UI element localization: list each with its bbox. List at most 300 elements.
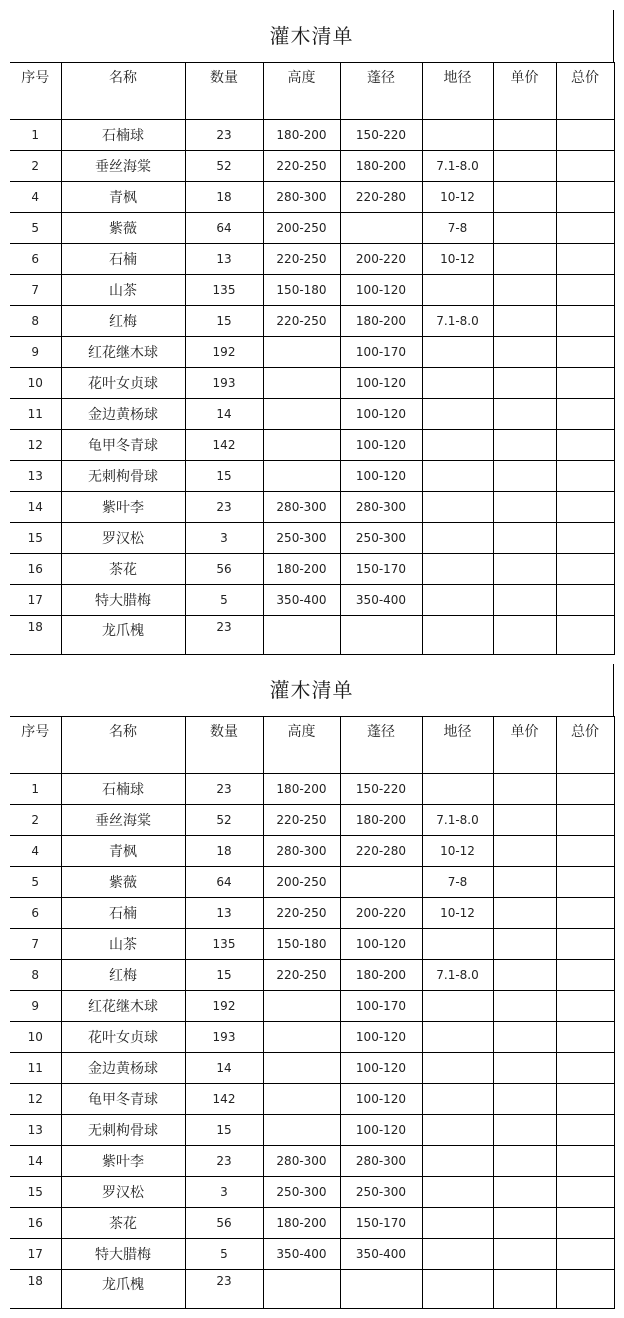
cell-height: 220-250	[263, 898, 340, 929]
cell-unit	[493, 368, 556, 399]
cell-unit	[493, 774, 556, 805]
cell-unit	[493, 836, 556, 867]
cell-name: 红花继木球	[61, 991, 185, 1022]
cell-total	[556, 991, 614, 1022]
cell-name: 石楠	[61, 898, 185, 929]
cell-seq: 1	[10, 774, 61, 805]
table-row	[10, 368, 614, 399]
table-row	[10, 1084, 614, 1115]
cell-height: 220-250	[263, 244, 340, 275]
cell-seq: 11	[10, 1053, 61, 1084]
cell-seq: 14	[10, 492, 61, 523]
cell-seq: 2	[10, 151, 61, 182]
column-header-height: 高度	[263, 717, 340, 774]
table-row	[10, 774, 614, 805]
cell-height	[263, 1053, 340, 1084]
cell-seq: 13	[10, 461, 61, 492]
cell-crown	[340, 1270, 422, 1309]
cell-dia	[422, 1022, 493, 1053]
cell-unit	[493, 1115, 556, 1146]
cell-crown: 200-220	[340, 244, 422, 275]
cell-total	[556, 554, 614, 585]
table-row	[10, 1270, 614, 1309]
cell-total	[556, 898, 614, 929]
cell-crown: 350-400	[340, 585, 422, 616]
cell-height: 200-250	[263, 213, 340, 244]
cell-unit	[493, 929, 556, 960]
shrub-table	[10, 716, 615, 1309]
cell-crown: 180-200	[340, 306, 422, 337]
cell-height	[263, 1115, 340, 1146]
cell-crown	[340, 213, 422, 244]
cell-crown: 100-120	[340, 461, 422, 492]
cell-seq: 10	[10, 368, 61, 399]
sheet-title: 灌木清单	[269, 678, 354, 702]
table-row	[10, 492, 614, 523]
column-header-name: 名称	[61, 717, 185, 774]
table-row	[10, 337, 614, 368]
table-row	[10, 213, 614, 244]
cell-seq: 6	[10, 244, 61, 275]
cell-crown: 100-120	[340, 1022, 422, 1053]
cell-name: 山茶	[61, 929, 185, 960]
table-row	[10, 960, 614, 991]
table-row	[10, 836, 614, 867]
cell-height: 150-180	[263, 275, 340, 306]
cell-qty: 15	[185, 461, 263, 492]
cell-height: 280-300	[263, 182, 340, 213]
cell-total	[556, 1022, 614, 1053]
cell-unit	[493, 213, 556, 244]
cell-dia	[422, 554, 493, 585]
cell-qty: 52	[185, 805, 263, 836]
cell-name: 无刺枸骨球	[61, 461, 185, 492]
table-row	[10, 898, 614, 929]
cell-dia	[422, 774, 493, 805]
cell-qty: 64	[185, 867, 263, 898]
cell-unit	[493, 1022, 556, 1053]
cell-unit	[493, 1239, 556, 1270]
column-header-crown: 蓬径	[340, 63, 422, 120]
cell-qty: 193	[185, 368, 263, 399]
table-row	[10, 1208, 614, 1239]
cell-height	[263, 399, 340, 430]
column-header-seq: 序号	[10, 63, 61, 120]
cell-qty: 3	[185, 1177, 263, 1208]
table-row	[10, 182, 614, 213]
cell-dia	[422, 1146, 493, 1177]
cell-seq: 7	[10, 929, 61, 960]
cell-total	[556, 151, 614, 182]
cell-height: 200-250	[263, 867, 340, 898]
cell-name: 红梅	[61, 960, 185, 991]
cell-name: 金边黄杨球	[61, 1053, 185, 1084]
cell-seq: 17	[10, 585, 61, 616]
cell-crown: 150-170	[340, 1208, 422, 1239]
cell-seq: 15	[10, 1177, 61, 1208]
cell-qty: 5	[185, 1239, 263, 1270]
cell-qty: 192	[185, 991, 263, 1022]
cell-dia	[422, 523, 493, 554]
cell-seq: 9	[10, 337, 61, 368]
table-row	[10, 616, 614, 655]
cell-height: 350-400	[263, 585, 340, 616]
cell-height: 280-300	[263, 836, 340, 867]
cell-name: 红花继木球	[61, 337, 185, 368]
cell-total	[556, 492, 614, 523]
cell-qty: 23	[185, 120, 263, 151]
table-row	[10, 1177, 614, 1208]
cell-total	[556, 1270, 614, 1309]
table-row	[10, 1053, 614, 1084]
cell-unit	[493, 1053, 556, 1084]
cell-qty: 23	[185, 1270, 263, 1309]
cell-qty: 14	[185, 399, 263, 430]
cell-qty: 3	[185, 523, 263, 554]
table-row	[10, 244, 614, 275]
cell-dia: 7-8	[422, 213, 493, 244]
cell-seq: 9	[10, 991, 61, 1022]
cell-crown: 280-300	[340, 1146, 422, 1177]
cell-unit	[493, 523, 556, 554]
cell-qty: 13	[185, 244, 263, 275]
cell-qty: 15	[185, 960, 263, 991]
cell-seq: 8	[10, 960, 61, 991]
cell-seq: 16	[10, 554, 61, 585]
cell-crown: 100-120	[340, 1115, 422, 1146]
shrub-list-sheet-1	[10, 10, 614, 655]
cell-dia: 10-12	[422, 182, 493, 213]
cell-total	[556, 585, 614, 616]
table-row	[10, 867, 614, 898]
cell-dia	[422, 1053, 493, 1084]
table-row	[10, 1239, 614, 1270]
column-header-unit: 单价	[493, 63, 556, 120]
cell-qty: 14	[185, 1053, 263, 1084]
cell-qty: 23	[185, 492, 263, 523]
cell-unit	[493, 1208, 556, 1239]
cell-total	[556, 430, 614, 461]
cell-height	[263, 430, 340, 461]
cell-total	[556, 1177, 614, 1208]
cell-unit	[493, 461, 556, 492]
cell-total	[556, 244, 614, 275]
cell-seq: 5	[10, 867, 61, 898]
table-body	[10, 774, 614, 1309]
cell-dia	[422, 275, 493, 306]
cell-dia	[422, 492, 493, 523]
cell-seq: 7	[10, 275, 61, 306]
cell-seq: 10	[10, 1022, 61, 1053]
cell-height	[263, 368, 340, 399]
cell-crown: 350-400	[340, 1239, 422, 1270]
table-row	[10, 1022, 614, 1053]
cell-name: 山茶	[61, 275, 185, 306]
cell-total	[556, 368, 614, 399]
column-header-seq: 序号	[10, 717, 61, 774]
cell-dia	[422, 1115, 493, 1146]
cell-name: 无刺枸骨球	[61, 1115, 185, 1146]
cell-unit	[493, 585, 556, 616]
cell-unit	[493, 991, 556, 1022]
table-header	[10, 717, 614, 774]
cell-name: 花叶女贞球	[61, 1022, 185, 1053]
cell-dia	[422, 1208, 493, 1239]
cell-seq: 16	[10, 1208, 61, 1239]
cell-dia: 7.1-8.0	[422, 960, 493, 991]
table-row	[10, 554, 614, 585]
table-body	[10, 120, 614, 655]
cell-seq: 18	[10, 1270, 61, 1309]
cell-dia: 10-12	[422, 244, 493, 275]
cell-name: 特大腊梅	[61, 1239, 185, 1270]
column-header-unit: 单价	[493, 717, 556, 774]
column-header-height: 高度	[263, 63, 340, 120]
cell-qty: 23	[185, 774, 263, 805]
cell-name: 金边黄杨球	[61, 399, 185, 430]
table-row	[10, 120, 614, 151]
shrub-table	[10, 62, 615, 655]
cell-height	[263, 337, 340, 368]
cell-total	[556, 523, 614, 554]
cell-crown: 100-120	[340, 1053, 422, 1084]
cell-crown: 200-220	[340, 898, 422, 929]
cell-total	[556, 213, 614, 244]
cell-qty: 56	[185, 1208, 263, 1239]
cell-name: 紫薇	[61, 867, 185, 898]
cell-crown: 100-120	[340, 1084, 422, 1115]
cell-qty: 23	[185, 616, 263, 655]
cell-dia	[422, 430, 493, 461]
cell-name: 石楠	[61, 244, 185, 275]
column-header-total: 总价	[556, 63, 614, 120]
cell-dia	[422, 461, 493, 492]
cell-name: 青枫	[61, 836, 185, 867]
table-row	[10, 1115, 614, 1146]
cell-dia: 7.1-8.0	[422, 805, 493, 836]
column-header-total: 总价	[556, 717, 614, 774]
cell-crown: 280-300	[340, 492, 422, 523]
cell-dia	[422, 120, 493, 151]
cell-total	[556, 120, 614, 151]
cell-total	[556, 1053, 614, 1084]
cell-qty: 5	[185, 585, 263, 616]
cell-qty: 142	[185, 430, 263, 461]
cell-height: 250-300	[263, 1177, 340, 1208]
cell-total	[556, 1239, 614, 1270]
cell-seq: 12	[10, 430, 61, 461]
cell-unit	[493, 182, 556, 213]
cell-height	[263, 1270, 340, 1309]
cell-total	[556, 616, 614, 655]
cell-unit	[493, 120, 556, 151]
cell-unit	[493, 492, 556, 523]
cell-qty: 13	[185, 898, 263, 929]
cell-total	[556, 306, 614, 337]
cell-unit	[493, 898, 556, 929]
cell-crown: 250-300	[340, 1177, 422, 1208]
cell-qty: 192	[185, 337, 263, 368]
cell-qty: 18	[185, 836, 263, 867]
cell-unit	[493, 1084, 556, 1115]
table-row	[10, 151, 614, 182]
cell-qty: 64	[185, 213, 263, 244]
table-row	[10, 523, 614, 554]
cell-seq: 11	[10, 399, 61, 430]
cell-dia	[422, 337, 493, 368]
cell-unit	[493, 244, 556, 275]
cell-dia: 10-12	[422, 898, 493, 929]
cell-seq: 4	[10, 836, 61, 867]
sheet-title: 灌木清单	[269, 24, 354, 48]
cell-name: 花叶女贞球	[61, 368, 185, 399]
cell-unit	[493, 151, 556, 182]
header-row	[10, 63, 614, 120]
cell-seq: 13	[10, 1115, 61, 1146]
cell-crown: 150-170	[340, 554, 422, 585]
cell-seq: 18	[10, 616, 61, 655]
cell-qty: 23	[185, 1146, 263, 1177]
cell-total	[556, 960, 614, 991]
table-row	[10, 991, 614, 1022]
cell-dia	[422, 616, 493, 655]
cell-name: 茶花	[61, 554, 185, 585]
cell-height: 280-300	[263, 1146, 340, 1177]
cell-crown: 250-300	[340, 523, 422, 554]
cell-dia	[422, 1084, 493, 1115]
cell-qty: 56	[185, 554, 263, 585]
cell-dia	[422, 1270, 493, 1309]
cell-unit	[493, 1177, 556, 1208]
cell-total	[556, 836, 614, 867]
table-row	[10, 461, 614, 492]
cell-unit	[493, 399, 556, 430]
cell-crown: 100-170	[340, 991, 422, 1022]
column-header-dia: 地径	[422, 717, 493, 774]
cell-name: 龟甲冬青球	[61, 1084, 185, 1115]
cell-dia: 7.1-8.0	[422, 306, 493, 337]
cell-qty: 18	[185, 182, 263, 213]
cell-unit	[493, 960, 556, 991]
cell-qty: 135	[185, 929, 263, 960]
cell-crown: 100-120	[340, 275, 422, 306]
cell-qty: 15	[185, 1115, 263, 1146]
table-row	[10, 399, 614, 430]
cell-crown	[340, 616, 422, 655]
cell-crown	[340, 867, 422, 898]
cell-name: 紫叶李	[61, 1146, 185, 1177]
column-header-name: 名称	[61, 63, 185, 120]
cell-qty: 135	[185, 275, 263, 306]
cell-seq: 5	[10, 213, 61, 244]
cell-dia	[422, 991, 493, 1022]
cell-height: 180-200	[263, 120, 340, 151]
cell-dia	[422, 1177, 493, 1208]
shrub-list-sheet-2	[10, 664, 614, 1309]
table-row	[10, 929, 614, 960]
title-bar	[10, 664, 614, 716]
column-header-qty: 数量	[185, 63, 263, 120]
cell-crown: 180-200	[340, 151, 422, 182]
table-row	[10, 275, 614, 306]
cell-crown: 150-220	[340, 774, 422, 805]
cell-seq: 1	[10, 120, 61, 151]
cell-dia	[422, 585, 493, 616]
table-header	[10, 63, 614, 120]
cell-name: 垂丝海棠	[61, 805, 185, 836]
cell-total	[556, 182, 614, 213]
table-row	[10, 1146, 614, 1177]
cell-total	[556, 275, 614, 306]
cell-unit	[493, 554, 556, 585]
cell-name: 龙爪槐	[61, 616, 185, 655]
cell-name: 垂丝海棠	[61, 151, 185, 182]
cell-seq: 14	[10, 1146, 61, 1177]
cell-name: 红梅	[61, 306, 185, 337]
cell-qty: 193	[185, 1022, 263, 1053]
cell-total	[556, 337, 614, 368]
cell-height: 250-300	[263, 523, 340, 554]
table-row	[10, 805, 614, 836]
cell-unit	[493, 616, 556, 655]
table-row	[10, 585, 614, 616]
cell-name: 罗汉松	[61, 1177, 185, 1208]
cell-height: 180-200	[263, 554, 340, 585]
cell-qty: 52	[185, 151, 263, 182]
cell-height: 180-200	[263, 1208, 340, 1239]
cell-crown: 180-200	[340, 805, 422, 836]
cell-name: 石楠球	[61, 120, 185, 151]
cell-height	[263, 1084, 340, 1115]
cell-dia	[422, 368, 493, 399]
cell-qty: 142	[185, 1084, 263, 1115]
cell-total	[556, 1084, 614, 1115]
cell-total	[556, 399, 614, 430]
cell-crown: 100-120	[340, 430, 422, 461]
cell-unit	[493, 867, 556, 898]
cell-dia	[422, 929, 493, 960]
cell-name: 青枫	[61, 182, 185, 213]
cell-seq: 6	[10, 898, 61, 929]
cell-dia	[422, 1239, 493, 1270]
title-bar	[10, 10, 614, 62]
cell-total	[556, 929, 614, 960]
cell-total	[556, 774, 614, 805]
cell-unit	[493, 805, 556, 836]
cell-crown: 180-200	[340, 960, 422, 991]
cell-name: 龙爪槐	[61, 1270, 185, 1309]
cell-height: 180-200	[263, 774, 340, 805]
cell-crown: 150-220	[340, 120, 422, 151]
cell-height: 220-250	[263, 306, 340, 337]
cell-seq: 2	[10, 805, 61, 836]
cell-height: 150-180	[263, 929, 340, 960]
cell-name: 紫薇	[61, 213, 185, 244]
cell-seq: 8	[10, 306, 61, 337]
cell-height: 280-300	[263, 492, 340, 523]
cell-unit	[493, 1270, 556, 1309]
cell-total	[556, 1115, 614, 1146]
column-header-qty: 数量	[185, 717, 263, 774]
cell-name: 罗汉松	[61, 523, 185, 554]
cell-crown: 220-280	[340, 182, 422, 213]
cell-crown: 100-120	[340, 929, 422, 960]
cell-name: 紫叶李	[61, 492, 185, 523]
cell-height	[263, 1022, 340, 1053]
cell-name: 茶花	[61, 1208, 185, 1239]
cell-seq: 12	[10, 1084, 61, 1115]
cell-total	[556, 461, 614, 492]
